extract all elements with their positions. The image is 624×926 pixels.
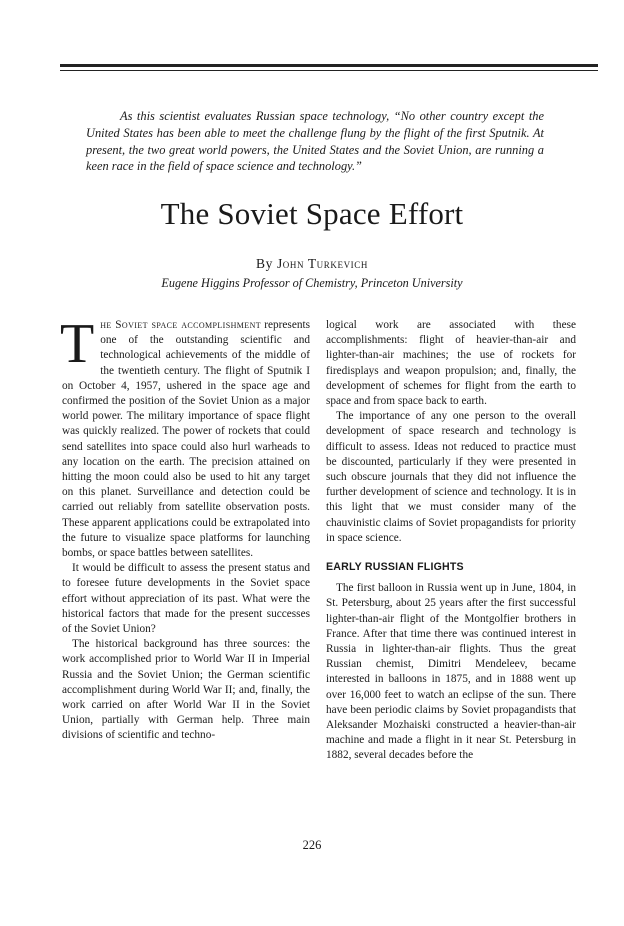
paragraph-3-continued: logical work are associated with these accomplishments: flight of heavier-than-air and lighter-than-air machines; the use of rockets for firedisplays and weapon propulsion; and, finally, the development of schemes for flight from the earth to space and from space back to earth. (326, 319, 576, 408)
paragraph-5: The first balloon in Russia went up in June, 1804, in St. Petersburg, about 25 years after the first successful lighter-than-air flight of the Montgolfier brothers in France. After that time there was continued interest in Russia in lighter-than-air flights. Thus the great Russian chemist, Dimitri Mendeleev, became interested in balloons in 1875, and in 1888 went up over 16,000 feet to watch an eclipse of the sun. There have been periodic claims by Soviet propagandists that Aleksander Mozhaiski constructed a heavier-than-air machine and made a flight in it near St. Petersburg in 1882, several decades before the (326, 582, 576, 762)
intro-paragraph: As this scientist evaluates Russian space technology, “No other country except the United States has been able to meet the challenge flung by the flight of the first Sputnik. At present, the two great world powers, the United States and the Soviet Union, are running a keen race in the field of space science and technology.” (86, 109, 544, 174)
top-rule-thin (60, 70, 598, 71)
lead-in: he Soviet space accomplishment (100, 319, 262, 331)
byline (0, 256, 624, 272)
left-column (60, 313, 311, 744)
author-affiliation: Eugene Higgins Professor of Chemistry, Princeton University (161, 276, 463, 290)
page-number: 226 (302, 838, 322, 852)
byline-prefix: By (256, 256, 273, 271)
top-rule-thick (60, 64, 598, 67)
author-name: John Turkevich (276, 256, 368, 271)
opening-paragraph-text: represents one of the outstanding scientific and technological achievements of the middle of the twentieth century. The flight of Sputnik I on October 4, 1957, ushered in the space age and confirmed the position of the Soviet Union as a major world power. The military importance of space flight was quickly realized. The power of rockets that could send satellites into space could also hurl warheads to any location on the earth. The precision attained on hitting the moon could also be used to hit any target on this planet. Surveillance and detection could be carried out reliably from satellite observation posts. These apparent applications could be extrapolated into the future to visualize space platforms for launching bombs, or space battles between satellites. (62, 319, 311, 560)
right-column (326, 318, 576, 764)
paragraph-2: It would be difficult to assess the present status and to foresee future developments in the Soviet space effort without appreciation of its past. What were the historical factors that made for the present successes of the Soviet Union? (62, 562, 310, 636)
opening-paragraph (60, 313, 311, 561)
section-heading: EARLY RUSSIAN FLIGHTS (326, 561, 464, 574)
article-title: The Soviet Space Effort (160, 196, 464, 231)
drop-cap: T (60, 313, 95, 375)
paragraph-3: The historical background has three sources: the work accomplished prior to World War II in Imperial Russia and the Soviet Union; the German scientific accomplishment during World War II; and, finally, the work carried on after World War II in the Soviet Union, partially with German help. Three main divisions of scientific and techno- (62, 638, 310, 742)
paragraph-4: The importance of any one person to the overall development of space research and technology is difficult to assess. Ideas not reduced to practice must be discounted, particularly if they were presented in such obscure journals that they did not influence the further development of science and technology. It is in this light that we must consider many of the chauvinistic claims of Soviet propagandists for priority in space science. (326, 410, 576, 544)
